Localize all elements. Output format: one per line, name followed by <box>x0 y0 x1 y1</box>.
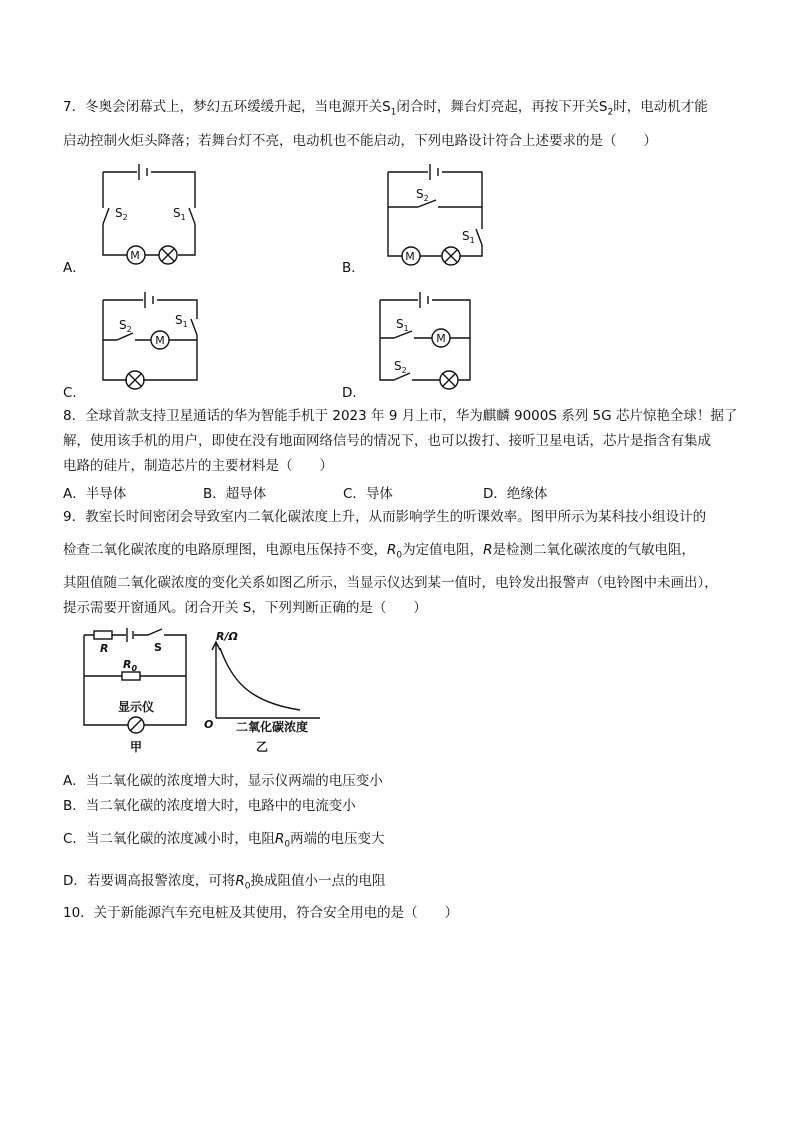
q8-option-a: A．半导体 <box>63 486 127 502</box>
r0-label: $R_0$ <box>123 658 138 673</box>
figure-yi-caption: 乙 <box>255 740 269 754</box>
q9-line3: 其阻值随二氧化碳浓度的变化关系如图乙所示，当显示仪达到某一值时，电铃发出报警声（电铃图中未画出）， <box>63 575 718 591</box>
q7-line1: 7．冬奥会闭幕式上，梦幻五环缓缓升起，当电源开关$S_1$闭合时，舞台灯亮起，再按下开关$S_2$时，电动机才能 <box>63 99 708 118</box>
q10-line1: 10．关于新能源汽车充电桩及其使用，符合安全用电的是（ ） <box>63 905 459 921</box>
q7-option-b-label: B． <box>342 260 365 276</box>
graph-y-label: R/Ω <box>216 630 238 643</box>
s1-label: $S_1$ <box>175 313 188 329</box>
q9-line2: 检查二氧化碳浓度的电路原理图，电源电压保持不变，$R_0$为定值电阻，R是检测二氧化碳浓度的气敏电阻， <box>63 542 696 561</box>
q8-line3: 电路的硅片，制造芯片的主要材料是（ ） <box>63 458 333 474</box>
s2-label: $S_2$ <box>416 187 429 203</box>
q8-option-d: D．绝缘体 <box>483 486 548 502</box>
s1-label: $S_1$ <box>462 229 475 245</box>
s2-label: $S_2$ <box>394 359 407 375</box>
q7-line2: 启动控制火炬头降落；若舞台灯不亮，电动机也不能启动，下列电路设计符合上述要求的是（ ） <box>63 133 657 149</box>
q7-option-c-label: C． <box>63 385 86 401</box>
q9-line1: 9．教室长时间密闭会导致室内二氧化碳浓度上升，从而影响学生的听课效率。图甲所示为某科技小组设计的 <box>63 509 707 525</box>
q9-option-d: D．若要调高报警浓度，可将$R_0$换成阻值小一点的电阻 <box>63 873 386 892</box>
graph-origin: O <box>204 718 214 731</box>
q9-line4: 提示需要开窗通风。闭合开关 S，下列判断正确的是（ ） <box>63 600 427 616</box>
meter-label: 显示仪 <box>117 700 155 714</box>
motor-label: M <box>155 334 165 347</box>
q8-line1: 8．全球首款支持卫星通话的华为智能手机于 2023 年 9 月上市，华为麒麟 9000S 系列 5G 芯片惊艳全球！据了 <box>63 408 738 424</box>
s-label: S <box>154 641 162 654</box>
figure-jia-caption: 甲 <box>129 740 143 754</box>
q7-option-d-label: D． <box>342 385 366 401</box>
s2-label: $S_2$ <box>115 206 128 222</box>
motor-label: M <box>130 249 140 262</box>
q9-option-b: B．当二氧化碳的浓度增大时，电路中的电流变小 <box>63 798 356 814</box>
q7-option-a-label: A． <box>63 260 86 276</box>
q9-option-c: C．当二氧化碳的浓度减小时，电阻$R_0$两端的电压变大 <box>63 831 385 850</box>
q8-option-b: B．超导体 <box>203 486 267 502</box>
q8-line2: 解，使用该手机的用户，即使在没有地面网络信号的情况下，也可以拨打、接听卫星电话，芯片是指含有集成 <box>63 433 711 449</box>
q7-circuit-a <box>95 160 205 265</box>
q9-figure-yi <box>200 630 330 760</box>
q7-circuit-b <box>380 160 495 270</box>
q9-option-a: A．当二氧化碳的浓度增大时，显示仪两端的电压变小 <box>63 773 383 789</box>
graph-x-label: 二氧化碳浓度 <box>236 720 309 734</box>
r-label: R <box>100 642 109 655</box>
q8-option-c: C．导体 <box>343 486 393 502</box>
motor-label: M <box>405 250 415 263</box>
q7-circuit-d <box>372 288 487 393</box>
q7-circuit-c <box>95 288 210 393</box>
s1-label: $S_1$ <box>396 317 409 333</box>
q9-figure-jia <box>78 625 198 760</box>
s2-label: $S_2$ <box>119 318 132 334</box>
s1-label: $S_1$ <box>173 206 186 222</box>
motor-label: M <box>436 332 446 345</box>
